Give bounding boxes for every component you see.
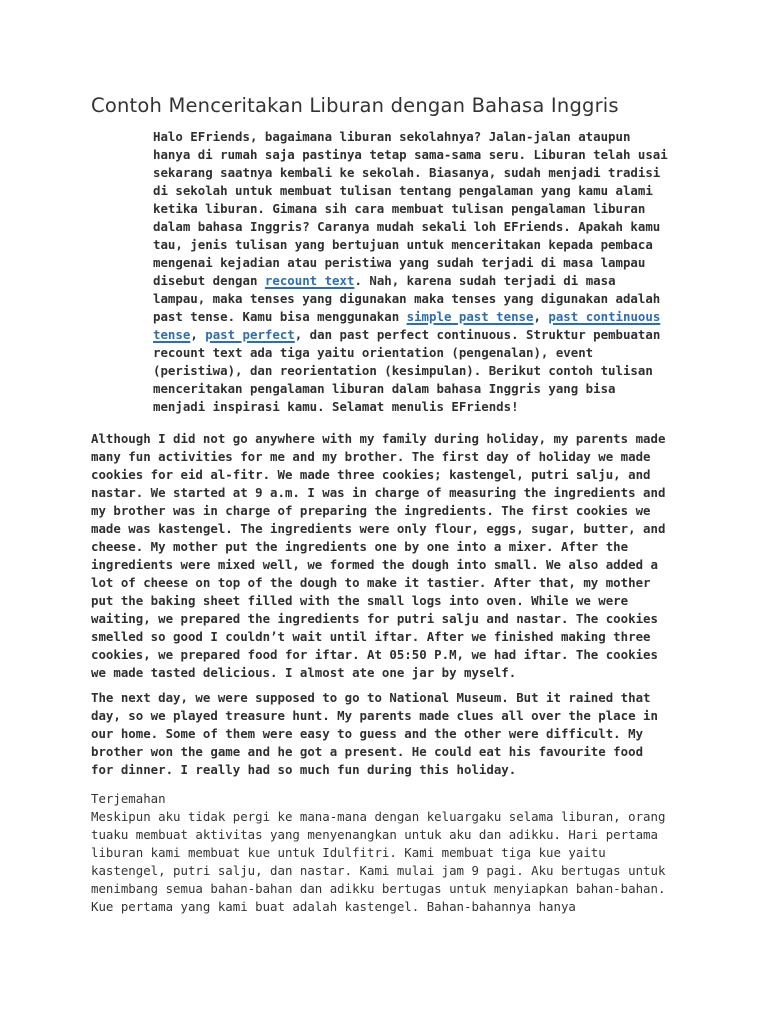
- intro-separator-2: ,: [190, 327, 206, 342]
- intro-text-part3: , dan past perfect continuous. Struktur pembuatan recount text ada tiga yaitu orientation (pengenalan), event (peristiwa), dan reorientation (kesimpulan). Berikut contoh tulisan menceritakan pengalaman liburan dalam bahasa Inggris yang bisa menjadi inspirasi kamu. Selamat menulis EFriends!: [153, 327, 661, 414]
- story-paragraph-1: Although I did not go anywhere with my family during holiday, my parents made many fun activities for me and my brother. The first day of holiday we made cookies for eid al-fitr. We made three cookies; kastengel, putri salju, and nastar. We started at 9 a.m. I was in charge of measuring the ingredients and my brother was in charge of preparing the ingredients. The first cookies we made was kastengel. The ingredients were only flour, eggs, sugar, butter, and cheese. My mother put the ingredients one by one into a mixer. After the ingredients were mixed well, we formed the dough into small. We also added a lot of cheese on top of the dough to make it tastier. After that, my mother put the baking sheet filled with the small logs into oven. While we were waiting, we prepared the ingredients for putri salju and nastar. The cookies smelled so good I couldn’t wait until iftar. After we finished making three cookies, we prepared food for iftar. At 05:50 P.M, we had iftar. The cookies we made tasted delicious. I almost ate one jar by myself.: [91, 431, 666, 680]
- recount-text-link[interactable]: recount text: [264, 273, 355, 288]
- past-perfect-link[interactable]: past perfect: [205, 327, 295, 342]
- intro-text-part2: . Nah, karena sudah terjadi di masa lampau, maka tenses yang digunakan maka tenses yang digunakan adalah past tense. Kamu bisa menggunakan: [153, 273, 661, 324]
- intro-separator-1: ,: [533, 309, 549, 324]
- translation-paragraph: Meskipun aku tidak pergi ke mana-mana dengan keluargaku selama liburan, orang tuaku membuat aktivitas yang menyenangkan untuk aku dan adikku. Hari pertama liburan kami membuat kue untuk Idulfitri. Kami membuat tiga kue yaitu kastengel, putri salju, dan nastar. Kami mulai jam 9 pagi. Aku bertugas untuk menimbang semua bahan-bahan dan adikku bertugas untuk menyiapkan bahan-bahan. Kue pertama yang kami buat adalah kastengel. Bahan-bahannya hanya: [91, 809, 666, 914]
- story-paragraph-2: The next day, we were supposed to go to National Museum. But it rained that day, so we played treasure hunt. My parents made clues all over the place in our home. Some of them were easy to guess and the other were difficult. My brother won the game and he got a present. He could eat his favourite food for dinner. I really had so much fun during this holiday.: [91, 690, 658, 777]
- past-continuous-tense-link[interactable]: past continuous tense: [153, 309, 661, 342]
- translation-heading: Terjemahan: [91, 791, 166, 806]
- intro-paragraph: [153, 128, 673, 416]
- simple-past-tense-link[interactable]: simple past tense: [406, 309, 534, 324]
- intro-text-part1: Halo EFriends, bagaimana liburan sekolahnya? Jalan-jalan ataupun hanya di rumah saja pastinya tetap sama-sama seru. Liburan telah usai sekarang saatnya kembali ke sekolah. Biasanya, sudah menjadi tradisi di sekolah untuk membuat tulisan tentang pengalaman yang kamu alami ketika liburan. Gimana sih cara membuat tulisan pengalaman liburan dalam bahasa Inggris? Caranya mudah sekali loh EFriends. Apakah kamu tau, jenis tulisan yang bertujuan untuk menceritakan kepada pembaca mengenai kejadian atau peristiwa yang sudah terjadi di masa lampau disebut dengan: [153, 129, 668, 288]
- page-title: Contoh Menceritakan Liburan dengan Bahasa Inggris: [91, 94, 619, 117]
